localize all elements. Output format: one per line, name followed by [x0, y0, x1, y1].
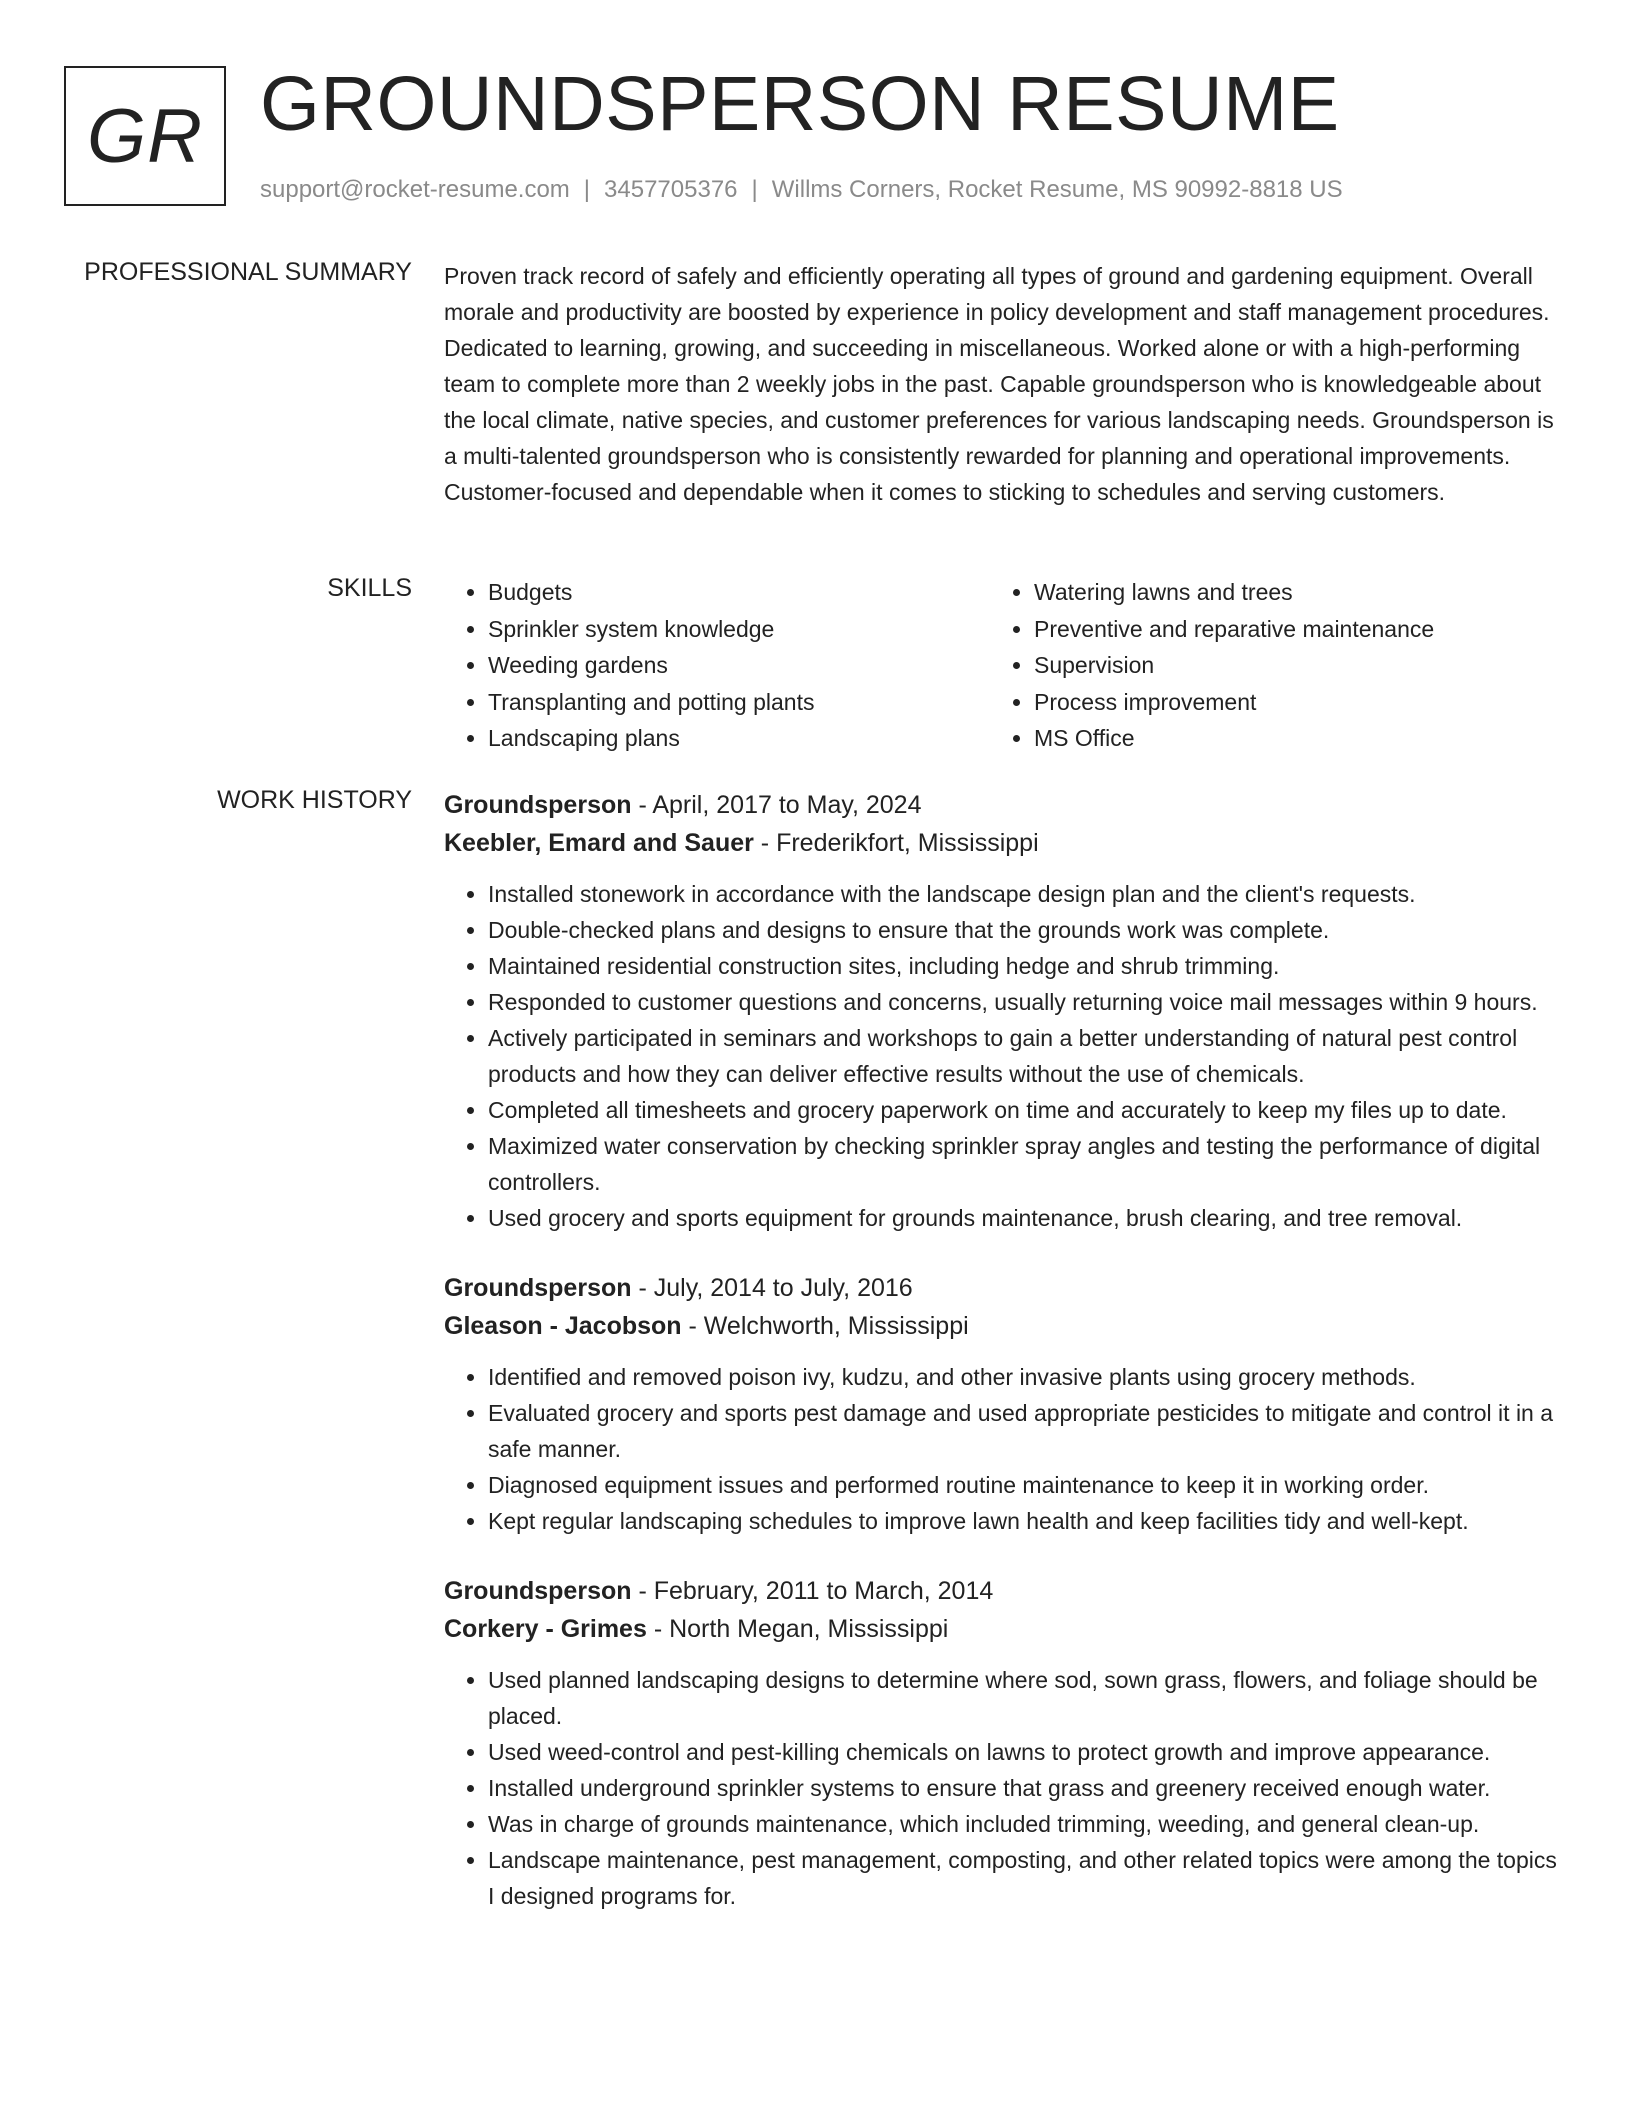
job-title: Groundsperson	[444, 791, 632, 819]
skills-heading: SKILLS	[327, 574, 412, 602]
job-bullets	[444, 1662, 1559, 1914]
skill-item: • Watering lawns and trees	[1034, 574, 1536, 611]
summary-text: Proven track record of safely and efficiently operating all types of ground and gardening equipment. Overall morale and productivity are boosted by experience in policy development and staff management procedures. Dedicated to learning, growing, and succeeding in miscellaneous. Worked alone or with a high-performing team to complete more than 2 weekly jobs in the past. Capable groundsperson who is knowledgeable about the local climate, native species, and customer preferences for various landscaping needs. Groundsperson is a multi-talented groundsperson who is consistently rewarded for planning and operational improvements. Customer-focused and dependable when it comes to sticking to schedules and serving customers.	[444, 263, 1554, 505]
job-bullet: • Used planned landscaping designs to determine where sod, sown grass, flowers, and foliage should be placed.	[488, 1662, 1559, 1734]
job-title-line	[444, 1572, 1559, 1610]
job-dates: - July, 2014 to July, 2016	[631, 1274, 913, 1302]
contact-separator: |	[751, 176, 758, 203]
job-bullet: • Actively participated in seminars and workshops to gain a better understanding of natural pest control products and how they can deliver effective results without the use of chemicals.	[488, 1020, 1559, 1092]
job-location: - Frederikfort, Mississippi	[753, 829, 1039, 857]
skill-item: • Preventive and reparative maintenance	[1034, 611, 1536, 648]
resume-title: GROUNDSPERSON RESUME	[260, 61, 1340, 147]
job-bullet: • Used weed-control and pest-killing chemicals on lawns to protect growth and improve appearance.	[488, 1734, 1559, 1770]
job-bullet: • Completed all timesheets and grocery paperwork on time and accurately to keep my files up to date.	[488, 1092, 1559, 1128]
job-bullet: • Maintained residential construction sites, including hedge and shrub trimming.	[488, 948, 1559, 984]
skill-item: • Supervision	[1034, 647, 1536, 684]
job-company-line	[444, 1307, 1559, 1345]
job-bullet: • Double-checked plans and designs to ensure that the grounds work was complete.	[488, 912, 1559, 948]
work-history-heading: WORK HISTORY	[217, 786, 412, 814]
skill-item: • Sprinkler system knowledge	[488, 611, 990, 648]
job-company-line	[444, 824, 1559, 862]
job-bullet: • Installed underground sprinkler systems to ensure that grass and greenery received enough water.	[488, 1770, 1559, 1806]
job-dates: - April, 2017 to May, 2024	[631, 791, 922, 819]
job-dates: - February, 2011 to March, 2014	[631, 1577, 994, 1605]
job-bullet: • Was in charge of grounds maintenance, which included trimming, weeding, and general clean-up.	[488, 1806, 1559, 1842]
job-bullet: • Kept regular landscaping schedules to improve lawn health and keep facilities tidy and well-kept.	[488, 1503, 1559, 1539]
job-bullet: • Evaluated grocery and sports pest damage and used appropriate pesticides to mitigate and control it in a safe manner.	[488, 1395, 1559, 1467]
job-company: Keebler, Emard and Sauer	[444, 829, 754, 857]
work-history	[444, 786, 1559, 1914]
skill-item: • MS Office	[1034, 720, 1536, 757]
job-title: Groundsperson	[444, 1577, 632, 1605]
job-title-line	[444, 1269, 1559, 1307]
job-location: - North Megan, Mississippi	[646, 1615, 949, 1643]
skill-item: • Weeding gardens	[488, 647, 990, 684]
skill-item: • Budgets	[488, 574, 990, 611]
job-company: Gleason - Jacobson	[444, 1312, 682, 1340]
job-bullet: • Used grocery and sports equipment for grounds maintenance, brush clearing, and tree removal.	[488, 1200, 1559, 1236]
job-title: Groundsperson	[444, 1274, 632, 1302]
job-bullet: • Identified and removed poison ivy, kudzu, and other invasive plants using grocery methods.	[488, 1359, 1559, 1395]
contact-email[interactable]: support@rocket-resume.com	[260, 176, 570, 203]
job-bullet: • Diagnosed equipment issues and performed routine maintenance to keep it in working order.	[488, 1467, 1559, 1503]
contact-phone[interactable]: 3457705376	[604, 176, 738, 203]
skills-column-right	[990, 574, 1536, 757]
job-bullet: • Maximized water conservation by checking sprinkler spray angles and testing the performance of digital controllers.	[488, 1128, 1559, 1200]
monogram-box	[64, 66, 226, 206]
monogram-initials: GR	[87, 93, 203, 179]
summary-heading: PROFESSIONAL SUMMARY	[84, 258, 412, 286]
contact-line	[260, 176, 1343, 204]
job-location: - Welchworth, Mississippi	[681, 1312, 969, 1340]
job-entry	[444, 786, 1559, 1236]
job-bullet: • Responded to customer questions and concerns, usually returning voice mail messages within 9 hours.	[488, 984, 1559, 1020]
contact-separator: |	[583, 176, 591, 203]
job-company: Corkery - Grimes	[444, 1615, 647, 1643]
skill-item: • Landscaping plans	[488, 720, 990, 757]
job-bullets	[444, 876, 1559, 1236]
skill-item: • Process improvement	[1034, 684, 1536, 721]
job-title-line	[444, 786, 1559, 824]
job-bullets	[444, 1359, 1559, 1539]
contact-address: Willms Corners, Rocket Resume, MS 90992-8818 US	[771, 176, 1343, 203]
skills-column-left	[444, 574, 990, 757]
job-bullet: • Installed stonework in accordance with the landscape design plan and the client's requests.	[488, 876, 1559, 912]
job-entry	[444, 1572, 1559, 1914]
job-company-line	[444, 1610, 1559, 1648]
job-bullet: • Landscape maintenance, pest management, composting, and other related topics were among the topics I designed programs for.	[488, 1842, 1559, 1914]
skills-list	[444, 574, 1559, 757]
job-entry	[444, 1269, 1559, 1539]
skill-item: • Transplanting and potting plants	[488, 684, 990, 721]
